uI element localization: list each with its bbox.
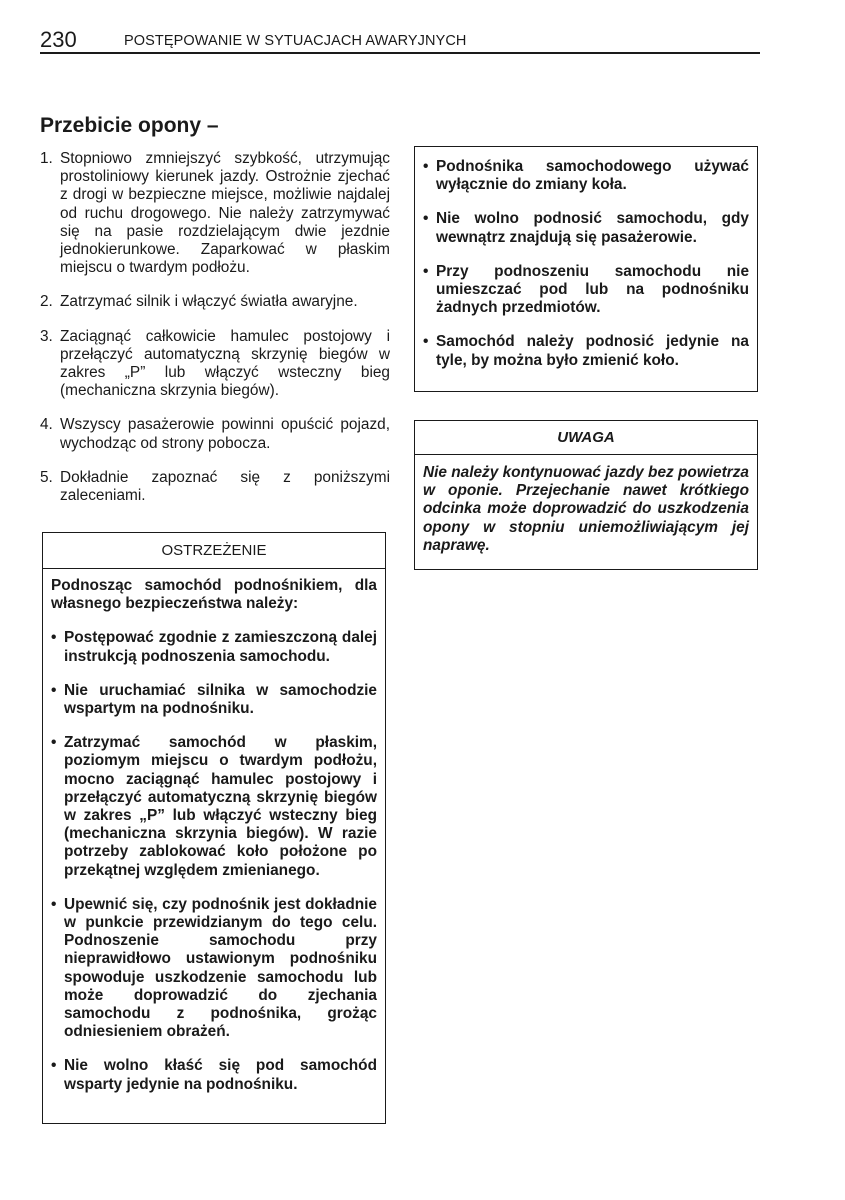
jack-bullet-item xyxy=(423,210,749,246)
step-number: 4. xyxy=(40,416,53,434)
bullet-glyph: • xyxy=(423,262,429,280)
warning-bullet-text: Zatrzymać samochód w płaskim, poziomym miejscu o twardym podłożu, mocno zaciągnąć hamulec postojowy i przełączyć automatyczną skrzynię biegów w zakres „P” lub włączyć wsteczny bieg (mechaniczna skrzynia biegów). W razie potrzeby zablokować koło położone po przekątnej względem zmienianego. xyxy=(64,734,377,879)
bullet-glyph: • xyxy=(51,681,57,699)
jack-bullet-item xyxy=(423,333,749,369)
warning-bullet-text: Upewnić się, czy podnośnik jest dokładnie w punkcie przewidzianym do tego celu. Podnoszenie samochodu przy nieprawidłowo ustawionym podnośniku spowoduje uszkodzenie samochodu lub może doprowadzić do zjechania samochodu z podnośnika, grożąc odniesieniem obrażeń. xyxy=(64,895,377,1041)
bullet-glyph: • xyxy=(51,1057,57,1075)
step-item xyxy=(40,416,390,452)
jack-bullet-text: Samochód należy podnosić jedynie na tyle, by można było zmienić koło. xyxy=(436,333,749,369)
warning-body xyxy=(43,569,385,1094)
warning-bullet-item xyxy=(51,629,377,665)
warning-bullet-text: Nie uruchamiać silnika w samochodzie wspartym na podnośniku. xyxy=(64,681,377,718)
step-item xyxy=(40,293,390,311)
header-rule xyxy=(40,52,760,54)
bullet-glyph: • xyxy=(51,734,57,752)
jack-bullet-text: Przy podnoszeniu samochodu nie umieszczać pod lub na podnośniku żadnych przedmiotów. xyxy=(436,262,749,317)
step-item xyxy=(40,328,390,401)
running-head: POSTĘPOWANIE W SYTUACJACH AWARYJNYCH xyxy=(124,33,467,49)
warning-bullets xyxy=(51,629,377,1093)
jack-bullet-item xyxy=(423,158,749,194)
step-number: 5. xyxy=(40,468,53,486)
jack-bullets xyxy=(423,158,749,370)
step-text: Zatrzymać silnik i włączyć światła awaryjne. xyxy=(60,293,358,311)
warning-box xyxy=(42,532,386,1124)
bullet-glyph: • xyxy=(423,333,429,351)
section-title: Przebicie opony – xyxy=(40,114,219,137)
jack-safety-body xyxy=(415,147,757,370)
warning-bullet-item xyxy=(51,734,377,880)
step-item xyxy=(40,150,390,277)
note-text: Nie należy kontynuować jazdy bez powietrza w oponie. Przejechanie nawet krótkiego odcinka może doprowadzić do uszkodzenia opony w stopniu uniemożliwiającym jej naprawę. xyxy=(423,464,749,554)
jack-bullet-text: Nie wolno podnosić samochodu, gdy wewnątrz znajdują się pasażerowie. xyxy=(436,210,749,246)
bullet-glyph: • xyxy=(51,895,57,913)
warning-heading: OSTRZEŻENIE xyxy=(43,533,385,569)
step-text: Dokładnie zapoznać się z poniższymi zaleceniami. xyxy=(60,468,390,505)
step-number: 2. xyxy=(40,293,53,311)
step-text: Stopniowo zmniejszyć szybkość, utrzymując prostoliniowy kierunek jazdy. Ostrożnie zjechać z drogi w bezpieczne miejsce, możliwie najdalej od ruchu drogowego. Nie należy zatrzymywać się na pasie rozdzielającym dwie jezdnie jednokierunkowe. Zaparkować w płaskim miejscu o twardym podłożu. xyxy=(60,150,390,277)
step-number: 1. xyxy=(40,150,53,167)
warning-bullet-item xyxy=(51,896,377,1042)
steps-list xyxy=(40,150,390,521)
bullet-glyph: • xyxy=(51,629,57,647)
warning-bullet-text: Postępować zgodnie z zamieszczoną dalej instrukcją podnoszenia samochodu. xyxy=(64,629,377,665)
step-number: 3. xyxy=(40,327,53,345)
jack-bullet-text: Podnośnika samochodowego używać wyłącznie do zmiany koła. xyxy=(436,158,749,194)
jack-bullet-item xyxy=(423,263,749,318)
bullet-glyph: • xyxy=(423,158,429,175)
warning-bullet-item xyxy=(51,1057,377,1093)
warning-bullet-item xyxy=(51,682,377,718)
note-box xyxy=(414,420,758,570)
bullet-glyph: • xyxy=(423,210,429,228)
step-item xyxy=(40,469,390,505)
step-text: Wszyscy pasażerowie powinni opuścić pojazd, wychodząc od strony pobocza. xyxy=(60,416,390,452)
page-number: 230 xyxy=(40,27,77,52)
note-heading: UWAGA xyxy=(415,421,757,455)
warning-intro: Podnosząc samochód podnośnikiem, dla własnego bezpieczeństwa należy: xyxy=(51,577,377,613)
step-text: Zaciągnąć całkowicie hamulec postojowy i przełączyć automatyczną skrzynię biegów w zakres „P” lub włączyć wsteczny bieg (mechaniczna skrzynia biegów). xyxy=(60,327,390,400)
warning-bullet-text: Nie wolno kłaść się pod samochód wsparty jedynie na podnośniku. xyxy=(64,1057,377,1093)
jack-safety-box xyxy=(414,146,758,392)
